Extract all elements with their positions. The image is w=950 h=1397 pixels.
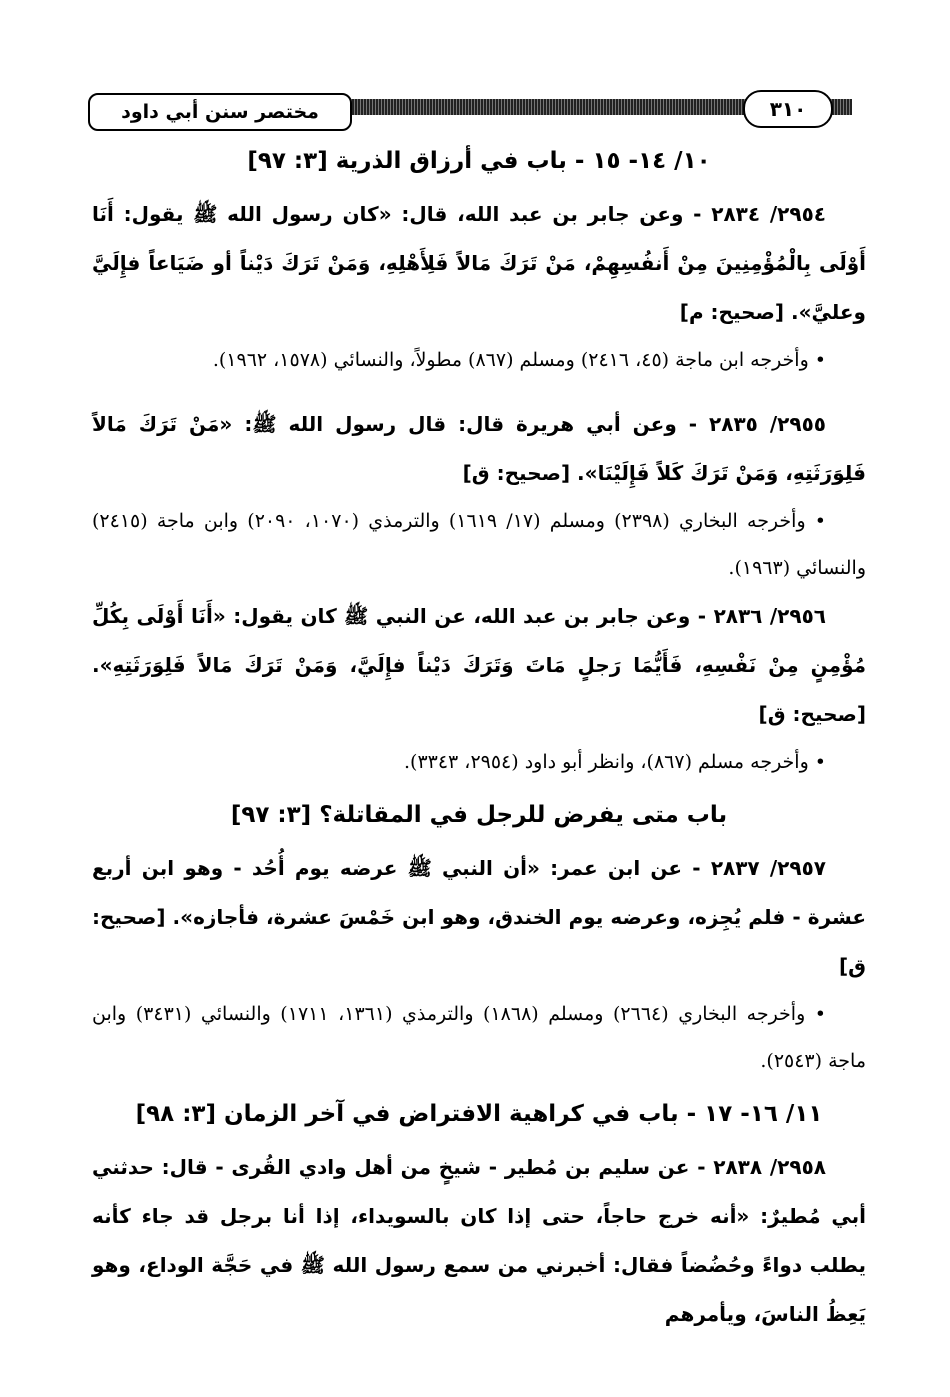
takhrij-note: • وأخرجه البخاري (٢٣٩٨) ومسلم (١٧/ ١٦١٩) والترمذي (١٠٧٠، ٢٠٩٠) وابن ماجة (٢٤١٥) والنسائي (١٩٦٣). <box>92 510 866 579</box>
hadith-text <box>92 592 866 739</box>
page-body <box>92 140 866 1339</box>
hadith-text <box>92 844 866 991</box>
takhrij-note: • وأخرجه ابن ماجة (٤٥، ٢٤١٦) ومسلم (٨٦٧) مطولاً، والنسائي (١٥٧٨، ١٩٦٢). <box>212 349 826 371</box>
hadith-number: ٢٩٥٦/ ٢٨٣٦ <box>713 604 826 628</box>
hadith-body: - وعن جابر بن عبد الله، عن النبي ﷺ كان يقول: «أَنَا أَوْلَى بِكُلِّ مُؤْمِنٍ مِنْ نَفْسِهِ، فَأَيُّمَا رَجلٍ مَاتَ وَتَرَكَ دَيْناً فإِلَيَّ، وَمَنْ تَرَكَ مَالاً فَلِوَرَثَتِهِ». [صحيح: ق] <box>92 604 866 726</box>
takhrij-note: • وأخرجه مسلم (٨٦٧)، وانظر أبو داود (٢٩٥٤، ٣٣٤٣). <box>403 751 826 773</box>
page-number-box <box>743 90 833 128</box>
hadith-number: ٢٩٥٨/ ٢٨٣٨ <box>713 1155 826 1179</box>
book-title: مختصر سنن أبي داود <box>121 101 319 123</box>
hadith-number: ٢٩٥٤/ ٢٨٣٤ <box>711 202 826 226</box>
hadith-body: - وعن أبي هريرة قال: قال رسول الله ﷺ: «مَنْ تَرَكَ مَالاً فَلِوَرَثَتِهِ، وَمَنْ تَرَكَ كَلاً فَإِلَيْنَا». [صحيح: ق] <box>92 412 866 485</box>
hadith-number: ٢٩٥٧/ ٢٨٣٧ <box>710 856 826 880</box>
hadith-body: - عن سليم بن مُطير - شيخٍ من أهل وادي القُرى - قال: حدثني أبي مُطيرٌ: «أنه خرج حاجاً، حتى إذا كان بالسويداء، إذا أنا برجل قد جاء كأنه يطلب دواءً وحُضُضاً فقال: أخبرني من سمع رسول الله ﷺ في حَجَّة الوداع، وهو يَعِظُ الناسَ، ويأمرهم <box>92 1155 866 1326</box>
hadith-text <box>92 400 866 498</box>
book-title-box <box>88 93 352 131</box>
hadith-number: ٢٩٥٥/ ٢٨٣٥ <box>709 412 826 436</box>
chapter-heading: ١١/ ١٦- ١٧ - باب في كراهية الافتراض في آخر الزمان [٣: ٩٨] <box>135 1101 823 1127</box>
page-header <box>88 90 864 140</box>
hadith-text <box>92 1143 866 1339</box>
hadith-body: - وعن جابر بن عبد الله، قال: «كان رسول الله ﷺ يقول: أَنَا أَوْلَى بِالْمُؤْمِنِينَ مِنْ أَنفُسِهِمْ، مَنْ تَرَكَ مَالاً فَلِأَهْلِهِ، وَمَنْ تَرَكَ دَيْناً أو ضَيَاعاً فإِلَيَّ وعليَّ». [صحيح: م] <box>92 202 866 324</box>
page-number: ٣١٠ <box>769 97 807 121</box>
takhrij-note: • وأخرجه البخاري (٢٦٦٤) ومسلم (١٨٦٨) والترمذي (١٣٦١، ١٧١١) والنسائي (٣٤٣١) وابن ماجة (٢٥٤٣). <box>92 1003 866 1072</box>
hadith-text <box>92 190 866 337</box>
chapter-heading: باب متى يفرض للرجل في المقاتلة؟ [٣: ٩٧] <box>230 802 728 828</box>
hadith-body: - عن ابن عمر: «أن النبي ﷺ عرضه يوم أُحُد - وهو ابن أربع عشرة - فلم يُجِزه، وعرضه يوم الخندق، وهو ابن خَمْسَ عشرة، فأجازه». [صحيح: ق] <box>92 856 866 978</box>
chapter-heading: ١٠/ ١٤- ١٥ - باب في أرزاق الذرية [٣: ٩٧] <box>247 148 711 174</box>
